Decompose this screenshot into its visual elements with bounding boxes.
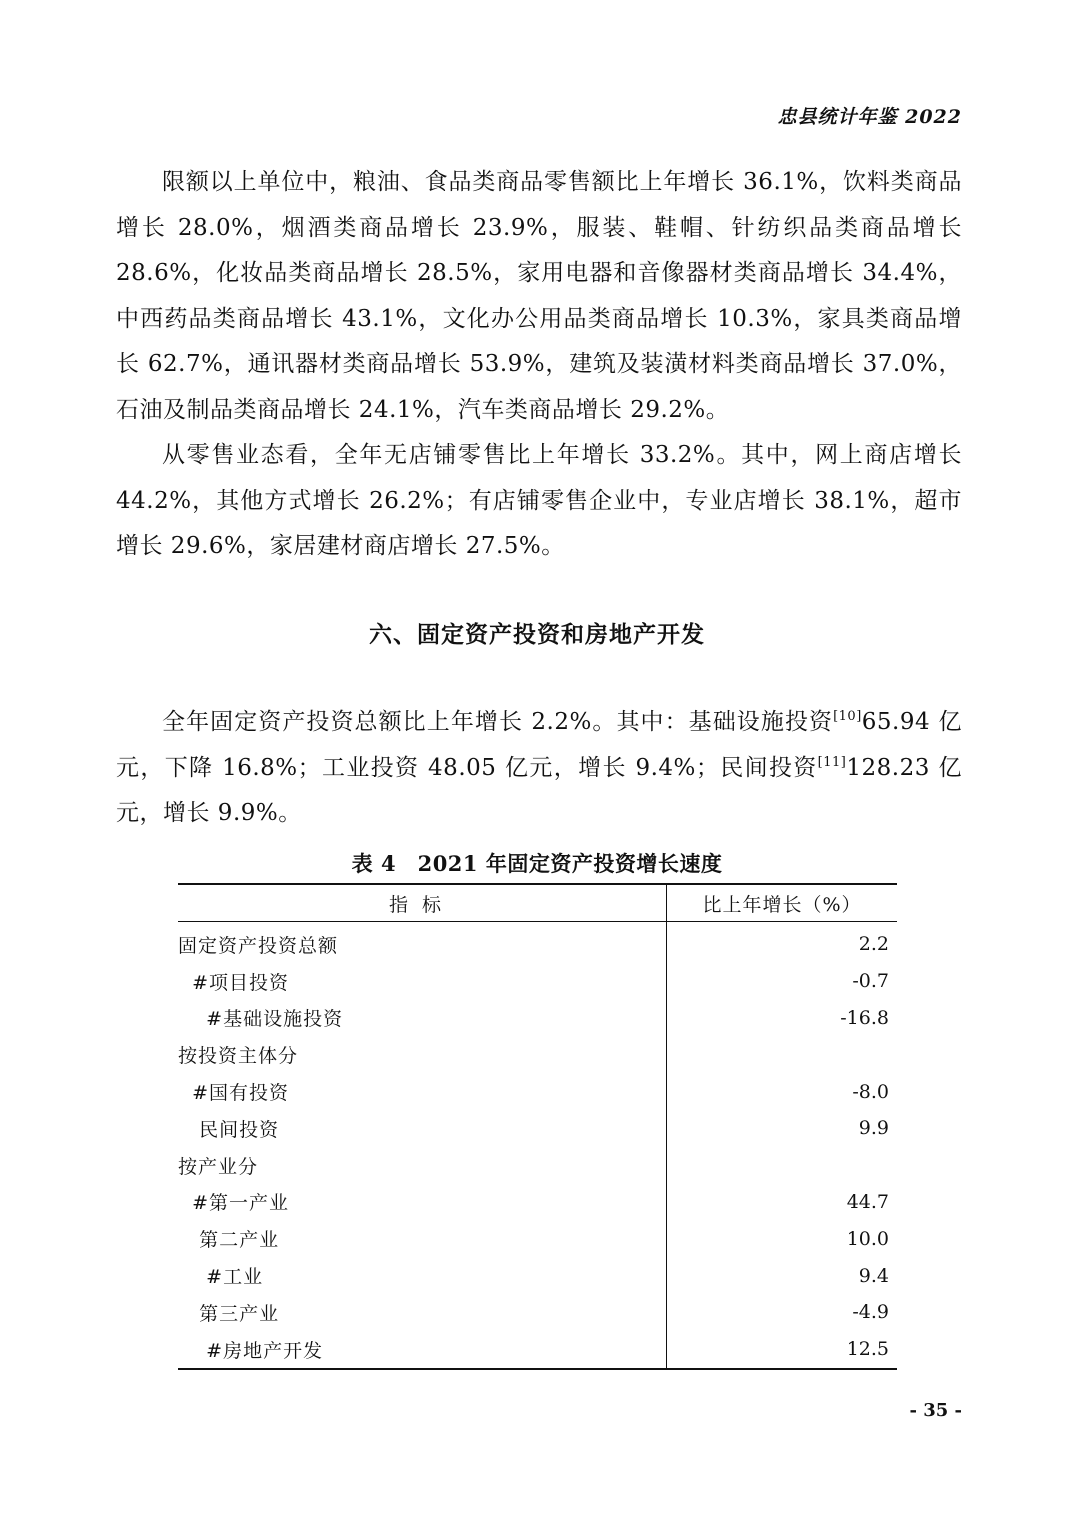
- growth-value-cell: 44.7: [846, 1190, 889, 1213]
- table-row: [178, 1000, 897, 1037]
- table-row: [178, 1110, 897, 1147]
- table-row: [178, 1073, 897, 1110]
- section-title: 六、固定资产投资和房地产开发: [369, 622, 705, 648]
- growth-value-cell: [667, 1036, 898, 1073]
- growth-value-cell: 9.9: [858, 1117, 889, 1140]
- table-row: [178, 1147, 897, 1184]
- indicator-cell: 民间投资: [178, 1110, 667, 1147]
- indicator-cell: #国有投资: [178, 1073, 667, 1110]
- table-row: [178, 1184, 897, 1221]
- paragraph-text: 全年固定资产投资总额比上年增长 2.2%。其中：基础设施投资: [162, 709, 834, 735]
- paragraph-retail-formats: 从零售业态看，全年无店铺零售比上年增长 33.2%。其中，网上商店增长 44.2%，其他方式增长 26.2%；有店铺零售企业中，专业店增长 38.1%，超市增长 29.6%，家居建材商店增长 27.5%。: [116, 442, 962, 559]
- indicator-cell: 第三产业: [178, 1294, 667, 1331]
- growth-value-cell: -16.8: [840, 1006, 889, 1029]
- indicator-cell: #基础设施投资: [178, 1000, 667, 1037]
- investment-growth-table: [178, 883, 897, 1370]
- table-title: 表 4 2021 年固定资产投资增长速度: [351, 851, 723, 876]
- indicator-cell: #第一产业: [178, 1184, 667, 1221]
- paragraph-text: 128.23 亿元，增长 9.9%。: [116, 754, 962, 826]
- growth-value-cell: 9.4: [858, 1264, 889, 1287]
- growth-value-cell: 2.2: [858, 933, 889, 956]
- column-header-growth: 比上年增长（%）: [667, 884, 898, 922]
- indicator-cell: #工业: [178, 1257, 667, 1294]
- growth-value-cell: 10.0: [846, 1227, 889, 1250]
- table-row: [178, 1331, 897, 1369]
- running-header: 忠县统计年鉴 2022: [777, 106, 962, 128]
- table-row: [178, 1294, 897, 1331]
- table-body: [178, 922, 897, 1369]
- table-row: [178, 1036, 897, 1073]
- paragraph-fixed-investment: [116, 700, 962, 837]
- paragraph-retail-categories: 限额以上单位中，粮油、食品类商品零售额比上年增长 36.1%，饮料类商品增长 28.0%，烟酒类商品增长 23.9%，服装、鞋帽、针纺织品类商品增长 28.6%，化妆品类商品增长 28.5%，家用电器和音像器材类商品增长 34.4%，中西药品类商品增长 43.1%，文化办公用品类商品增长 10.3%，家具类商品增长 62.7%，通讯器材类商品增长 53.9%，建筑及装潢材料类商品增长 37.0%，石油及制品类商品增长 24.1%，汽车类商品增长 29.2%。: [116, 169, 962, 423]
- footnote-ref: [10]: [833, 709, 862, 724]
- page-number: - 35 -: [909, 1400, 962, 1421]
- indicator-cell: #项目投资: [178, 963, 667, 1000]
- growth-value-cell: [667, 1147, 898, 1184]
- table-row: [178, 963, 897, 1000]
- indicator-cell: #房地产开发: [178, 1331, 667, 1369]
- indicator-cell: 按投资主体分: [178, 1036, 667, 1073]
- table-header-row: [178, 884, 897, 922]
- table-row: [178, 922, 897, 963]
- indicator-cell: 第二产业: [178, 1220, 667, 1257]
- indicator-cell: 固定资产投资总额: [178, 922, 667, 963]
- growth-value-cell: -8.0: [852, 1080, 889, 1103]
- growth-value-cell: -4.9: [852, 1301, 889, 1324]
- growth-value-cell: 12.5: [667, 1331, 898, 1369]
- indicator-cell: 按产业分: [178, 1147, 667, 1184]
- table-row: [178, 1257, 897, 1294]
- paragraph-text: 65.94 亿元，下降 16.8%；工业投资 48.05 亿元，增长 9.4%；民间投资: [116, 709, 963, 781]
- column-header-indicator: 指标: [178, 884, 667, 922]
- growth-value-cell: -0.7: [852, 970, 889, 993]
- footnote-ref: [11]: [817, 754, 847, 770]
- table-row: [178, 1220, 897, 1257]
